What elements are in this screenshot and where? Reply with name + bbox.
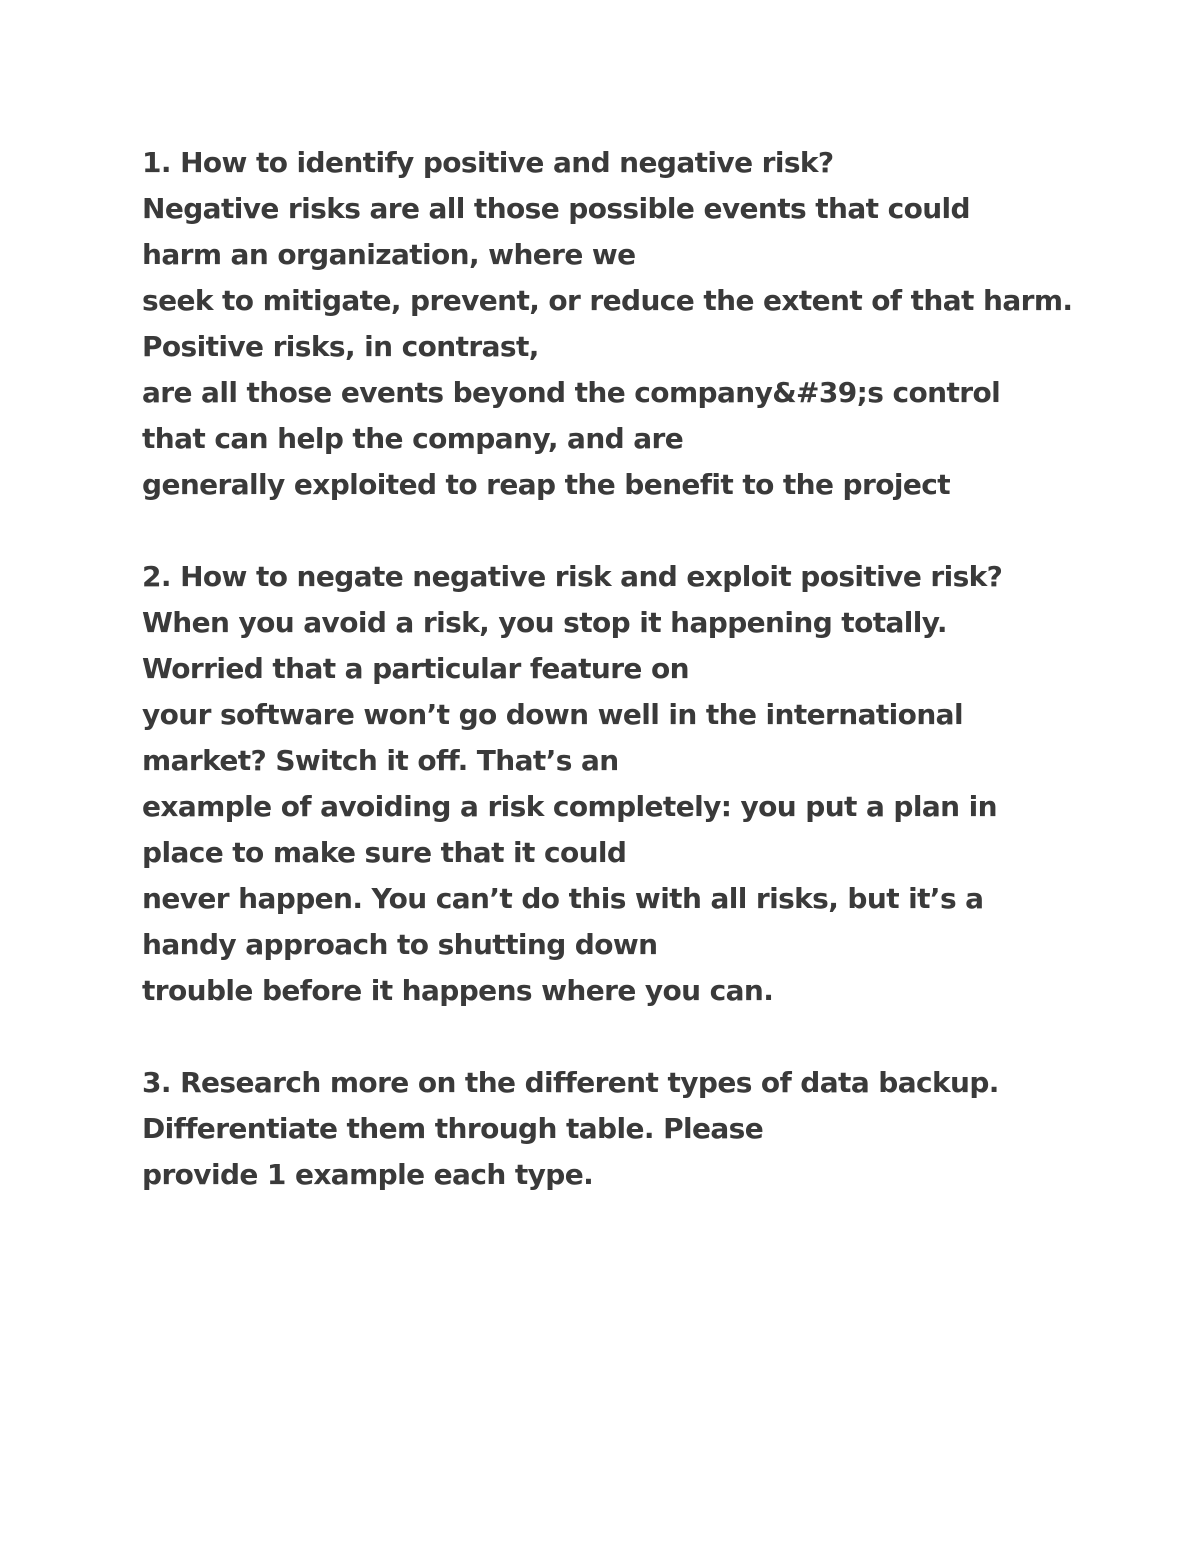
question-2-section <box>142 554 1162 1014</box>
question-3-line: provide 1 example each type. <box>142 1158 594 1191</box>
question-3-line: Differentiate them through table. Please <box>142 1112 764 1145</box>
answer-2-line: market? Switch it off. That’s an <box>142 744 619 777</box>
document-body <box>142 140 1162 1198</box>
question-2-heading: 2. How to negate negative risk and exploit positive risk? <box>142 560 1003 593</box>
answer-2-line: Worried that a particular feature on <box>142 652 689 685</box>
answer-1-line: seek to mitigate, prevent, or reduce the extent of that harm. <box>142 284 1073 317</box>
answer-2-line: example of avoiding a risk completely: you put a plan in <box>142 790 997 823</box>
answer-2-line: your software won’t go down well in the international <box>142 698 963 731</box>
question-3-section <box>142 1060 1162 1198</box>
answer-1-line: Negative risks are all those possible events that could <box>142 192 970 225</box>
question-3-heading: 3. Research more on the different types of data backup. <box>142 1066 999 1099</box>
answer-2-line: When you avoid a risk, you stop it happening totally. <box>142 606 947 639</box>
answer-1-line: that can help the company, and are <box>142 422 684 455</box>
question-1-heading: 1. How to identify positive and negative risk? <box>142 146 834 179</box>
answer-2-line: handy approach to shutting down <box>142 928 658 961</box>
answer-2-line: never happen. You can’t do this with all risks, but it’s a <box>142 882 984 915</box>
answer-2-line: place to make sure that it could <box>142 836 627 869</box>
answer-1-line: harm an organization, where we <box>142 238 636 271</box>
answer-1-line: generally exploited to reap the benefit to the project <box>142 468 951 501</box>
answer-1-line: are all those events beyond the company&#39;s control <box>142 376 1001 409</box>
answer-1-line: Positive risks, in contrast, <box>142 330 539 363</box>
answer-2-line: trouble before it happens where you can. <box>142 974 774 1007</box>
question-1-section <box>142 140 1162 508</box>
